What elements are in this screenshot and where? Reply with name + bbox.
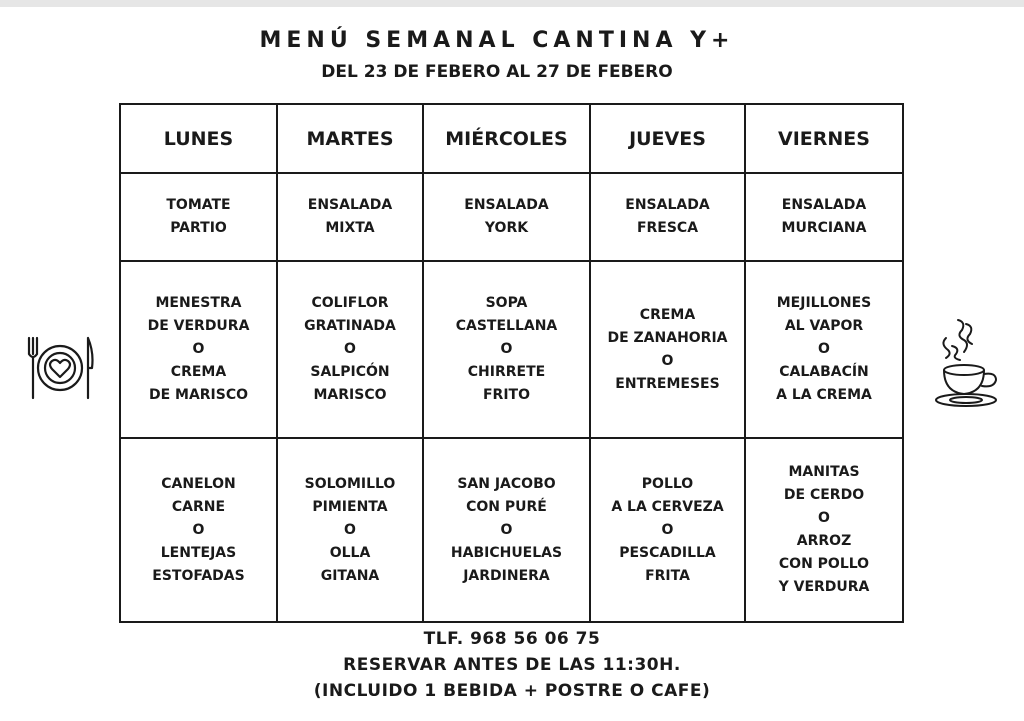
dish-line: GITANA bbox=[320, 567, 380, 584]
day-header-wednesday: MIÉRCOLES bbox=[423, 104, 590, 173]
dish-line: MARISCO bbox=[313, 387, 387, 403]
second-course-friday-cell bbox=[745, 438, 903, 622]
second-course-monday-cell bbox=[120, 438, 277, 622]
day-header-tuesday: MARTES bbox=[277, 104, 423, 173]
first-course-thursday-cell bbox=[590, 261, 745, 438]
dish-line: CREMA bbox=[639, 306, 696, 323]
dish-line: FRITO bbox=[482, 387, 530, 403]
dish-line: PIMIENTA bbox=[312, 498, 388, 515]
dish-line: DE CERDO bbox=[783, 487, 865, 503]
dish-line: MURCIANA bbox=[781, 220, 867, 236]
dish-line: O bbox=[661, 352, 674, 369]
day-header-row bbox=[120, 104, 903, 173]
starter-thursday-cell bbox=[590, 173, 745, 261]
menu-title: MENÚ SEMANAL CANTINA Y+ bbox=[259, 28, 735, 53]
dish-line: CON POLLO bbox=[778, 556, 870, 572]
dish-line: MEJILLONES bbox=[776, 295, 872, 311]
starter-monday-cell bbox=[120, 173, 277, 261]
dish-line: A LA CREMA bbox=[776, 387, 872, 403]
second-course-wednesday-cell bbox=[423, 438, 590, 622]
top-border-strip bbox=[0, 0, 1024, 7]
dish-line: O bbox=[192, 521, 205, 538]
dish-line: AL VAPOR bbox=[784, 318, 864, 334]
dish-line: ENSALADA bbox=[464, 197, 549, 213]
dish-line: SAN JACOBO bbox=[457, 475, 556, 492]
first-course-monday-cell bbox=[120, 261, 277, 438]
dish-line: HABICHUELAS bbox=[450, 544, 563, 561]
dish-line: OLLA bbox=[329, 544, 371, 561]
dish-line: O bbox=[500, 341, 513, 357]
dish-line: CALABACÍN bbox=[779, 364, 869, 380]
dish-line: TOMATE bbox=[166, 197, 231, 213]
first-course-friday-cell bbox=[745, 261, 903, 438]
starter-row bbox=[120, 173, 903, 261]
dish-line: O bbox=[344, 341, 356, 357]
day-header-friday: VIERNES bbox=[745, 104, 903, 173]
dish-line: CHIRRETE bbox=[467, 364, 546, 380]
dish-line: GRATINADA bbox=[304, 318, 396, 334]
dish-line: CON PURÉ bbox=[466, 498, 547, 515]
plate-cutlery-heart-icon bbox=[24, 334, 96, 402]
dish-line: ENTREMESES bbox=[615, 375, 720, 392]
dish-line: ENSALADA bbox=[625, 197, 710, 213]
dish-line: PARTIO bbox=[170, 220, 227, 236]
dish-line: SOLOMILLO bbox=[304, 475, 396, 492]
footer-reservation-note: RESERVAR ANTES DE LAS 11:30H. bbox=[343, 655, 681, 675]
footer-included-note: (INCLUIDO 1 BEBIDA + POSTRE O CAFE) bbox=[313, 681, 711, 701]
second-course-row bbox=[120, 438, 903, 622]
menu-date-range: DEL 23 DE FEBERO AL 27 DE FEBERO bbox=[321, 62, 673, 82]
dish-line: POLLO bbox=[641, 475, 694, 492]
dish-line: PESCADILLA bbox=[619, 544, 716, 561]
dish-line: CARNE bbox=[171, 498, 226, 515]
second-course-thursday-cell bbox=[590, 438, 745, 622]
footer-phone: TLF. 968 56 06 75 bbox=[423, 629, 601, 649]
dish-line: DE MARISCO bbox=[148, 387, 249, 403]
dish-line: O bbox=[192, 341, 205, 357]
second-course-tuesday-cell bbox=[277, 438, 423, 622]
dish-line: ENSALADA bbox=[307, 197, 393, 213]
day-header-thursday: JUEVES bbox=[590, 104, 745, 173]
dish-line: SALPICÓN bbox=[310, 364, 390, 380]
starter-friday-cell bbox=[745, 173, 903, 261]
first-course-row bbox=[120, 261, 903, 438]
dish-line: SOPA bbox=[485, 295, 528, 311]
starter-tuesday-cell bbox=[277, 173, 423, 261]
dish-line: CANELON bbox=[161, 475, 236, 492]
dish-line: FRESCA bbox=[636, 220, 699, 236]
starter-wednesday-cell bbox=[423, 173, 590, 261]
dish-line: O bbox=[344, 521, 356, 538]
dish-line: ESTOFADAS bbox=[152, 567, 245, 584]
dish-line: DE VERDURA bbox=[147, 318, 250, 334]
dish-line: COLIFLOR bbox=[311, 295, 389, 311]
dish-line: O bbox=[818, 341, 830, 357]
dish-line: CREMA bbox=[170, 364, 227, 380]
dish-line: ARROZ bbox=[796, 533, 852, 549]
dish-line: O bbox=[500, 521, 513, 538]
dish-line: DE ZANAHORIA bbox=[607, 329, 728, 346]
dish-line: MIXTA bbox=[325, 220, 375, 236]
dish-line: O bbox=[818, 510, 830, 526]
dish-line: FRITA bbox=[645, 567, 690, 584]
dish-line: LENTEJAS bbox=[160, 544, 237, 561]
first-course-tuesday-cell bbox=[277, 261, 423, 438]
dish-line: O bbox=[661, 521, 674, 538]
dish-line: JARDINERA bbox=[463, 567, 550, 584]
dish-line: YORK bbox=[484, 220, 529, 236]
weekly-menu-table bbox=[119, 103, 904, 623]
day-header-monday: LUNES bbox=[120, 104, 277, 173]
dish-line: Y VERDURA bbox=[778, 579, 870, 595]
first-course-wednesday-cell bbox=[423, 261, 590, 438]
coffee-cup-icon bbox=[930, 316, 1004, 412]
dish-line: CASTELLANA bbox=[455, 318, 558, 334]
dish-line: MENESTRA bbox=[155, 295, 242, 311]
dish-line: A LA CERVEZA bbox=[611, 498, 724, 515]
dish-line: MANITAS bbox=[788, 464, 860, 480]
dish-line: ENSALADA bbox=[781, 197, 867, 213]
